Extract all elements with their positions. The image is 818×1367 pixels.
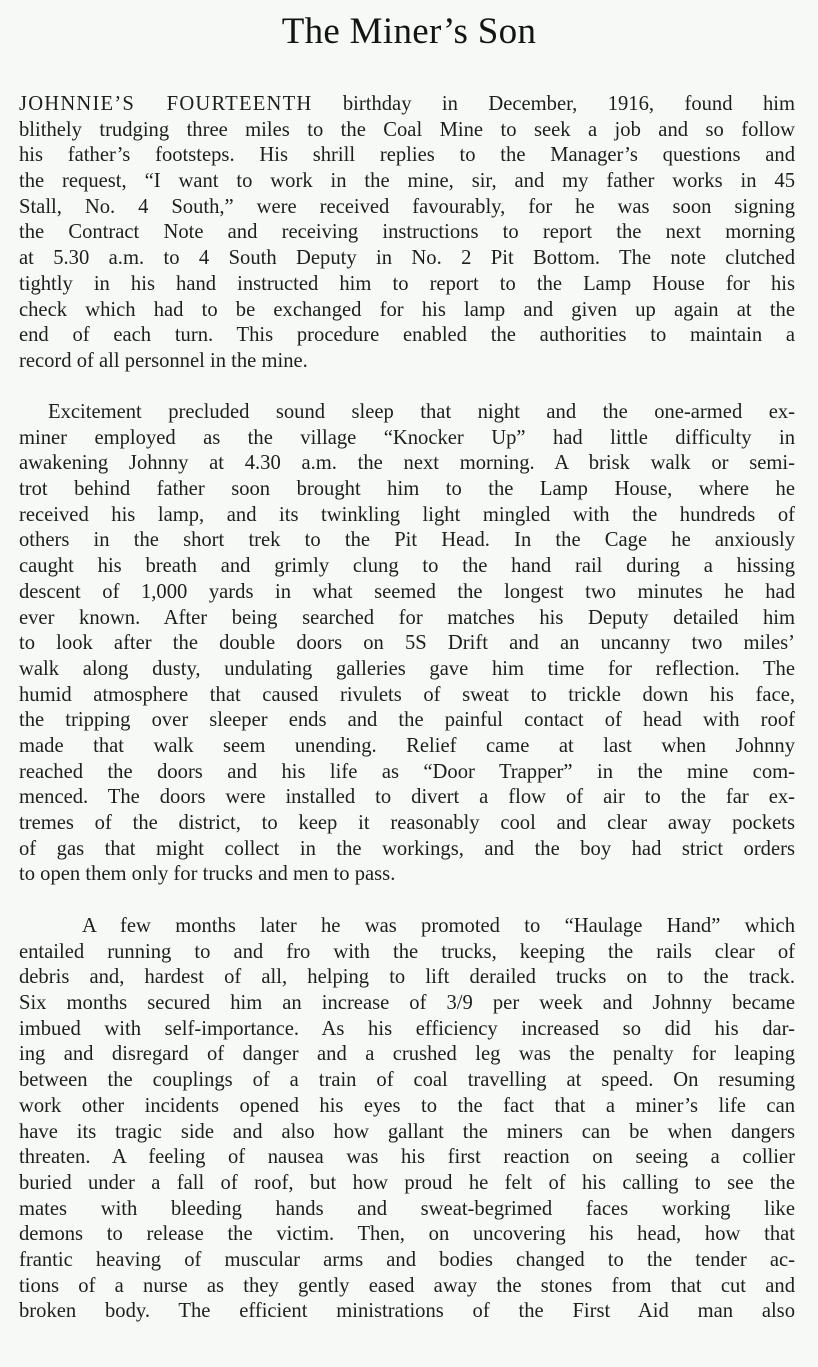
text-line: to open them only for trucks and men to pass.	[19, 863, 396, 886]
text-line: miner employed as the village “Knocker Up” had little difficulty in	[19, 426, 795, 449]
text-line: threaten. A feeling of nausea was his first reaction on seeing a collier	[19, 1146, 795, 1169]
text-line: work other incidents opened his eyes to the fact that a miner’s life can	[19, 1094, 795, 1117]
paragraph-1	[19, 92, 795, 375]
lead-in-small-caps: JOHNNIE’S FOURTEENTH	[19, 93, 313, 115]
text-line: the request, “I want to work in the mine, sir, and my father works in 45	[19, 170, 795, 193]
text-line: menced. The doors were installed to divert a flow of air to the far ex-	[19, 786, 795, 809]
text-line: blithely trudging three miles to the Coal Mine to seek a job and so follow	[19, 118, 795, 141]
text-line: walk along dusty, undulating galleries gave him time for reflection. The	[19, 657, 795, 680]
text-line: buried under a fall of roof, but how proud he felt of his calling to see the	[19, 1171, 795, 1194]
text-line: of gas that might collect in the workings, and the boy had strict orders	[19, 837, 795, 860]
text-line: the tripping over sleeper ends and the painful contact of head with roof	[19, 709, 795, 732]
text-line: end of each turn. This procedure enabled the authorities to maintain a	[19, 324, 795, 347]
text-line: the Contract Note and receiving instructions to report the next morning	[19, 221, 795, 244]
text-line: tremes of the district, to keep it reasonably cool and clear away pockets	[19, 812, 795, 834]
text-line: imbued with self-importance. As his efficiency increased so did his dar-	[19, 1017, 795, 1040]
text-line: ing and disregard of danger and a crushed leg was the penalty for leaping	[19, 1043, 795, 1066]
text-line: to look after the double doors on 5S Drift and an uncanny two miles’	[19, 632, 795, 655]
text-line: JOHNNIE’S FOURTEENTH birthday in December, 1916, found him	[19, 93, 795, 115]
page-title: The Miner’s Son	[281, 11, 537, 52]
text-line: awakening Johnny at 4.30 a.m. the next morning. A brisk walk or semi-	[19, 452, 795, 475]
text-line: Six months secured him an increase of 3/9 per week and Johnny became	[19, 992, 795, 1015]
text-line: at 5.30 a.m. to 4 South Deputy in No. 2 Pit Bottom. The note clutched	[19, 247, 795, 270]
text-line: tightly in his hand instructed him to report to the Lamp House for his	[19, 272, 795, 295]
text-line: tions of a nurse as they gently eased away the stones from that cut and	[19, 1274, 795, 1297]
text-line: frantic heaving of muscular arms and bodies changed to the tender ac-	[19, 1248, 795, 1271]
text-line: humid atmosphere that caused rivulets of sweat to trickle down his face,	[19, 683, 795, 706]
text-line: entailed running to and fro with the trucks, keeping the rails clear of	[19, 940, 795, 963]
text-line: check which had to be exchanged for his lamp and given up again at the	[19, 298, 795, 321]
text-line: debris and, hardest of all, helping to lift derailed trucks on to the track.	[19, 966, 795, 989]
text-line: A few months later he was promoted to “Haulage Hand” which	[82, 915, 795, 937]
text-line: trot behind father soon brought him to the Lamp House, where he	[19, 478, 795, 501]
text-line: descent of 1,000 yards in what seemed the longest two minutes he had	[19, 580, 795, 603]
text-line: ever known. After being searched for matches his Deputy detailed him	[19, 606, 795, 629]
text-line: between the couplings of a train of coal travelling at speed. On resuming	[19, 1069, 795, 1092]
text-line: record of all personnel in the mine.	[19, 349, 308, 372]
text-line: caught his breath and grimly clung to the hand rail during a hissing	[19, 555, 795, 578]
text-line: have its tragic side and also how gallant the miners can be when dangers	[19, 1120, 795, 1143]
text-line: mates with bleeding hands and sweat-begrimed faces working like	[19, 1197, 795, 1220]
text-line: Excitement precluded sound sleep that night and the one-armed ex-	[48, 401, 795, 423]
text-line: demons to release the victim. Then, on uncovering his head, how that	[19, 1223, 795, 1246]
paragraph-2	[19, 400, 795, 888]
text-line: reached the doors and his life as “Door Trapper” in the mine com-	[19, 760, 795, 783]
text-line: others in the short trek to the Pit Head. In the Cage he anxiously	[19, 529, 795, 552]
text-line: received his lamp, and its twinkling light mingled with the hundreds of	[19, 503, 795, 526]
text-line: his father’s footsteps. His shrill replies to the Manager’s questions and	[19, 144, 795, 167]
text-line: Stall, No. 4 South,” were received favourably, for he was soon signing	[19, 195, 795, 218]
paragraph-3	[19, 914, 795, 1325]
text-line: made that walk seem unending. Relief came at last when Johnny	[19, 734, 795, 757]
text-line: broken body. The efficient ministrations of the First Aid man also	[19, 1300, 795, 1323]
